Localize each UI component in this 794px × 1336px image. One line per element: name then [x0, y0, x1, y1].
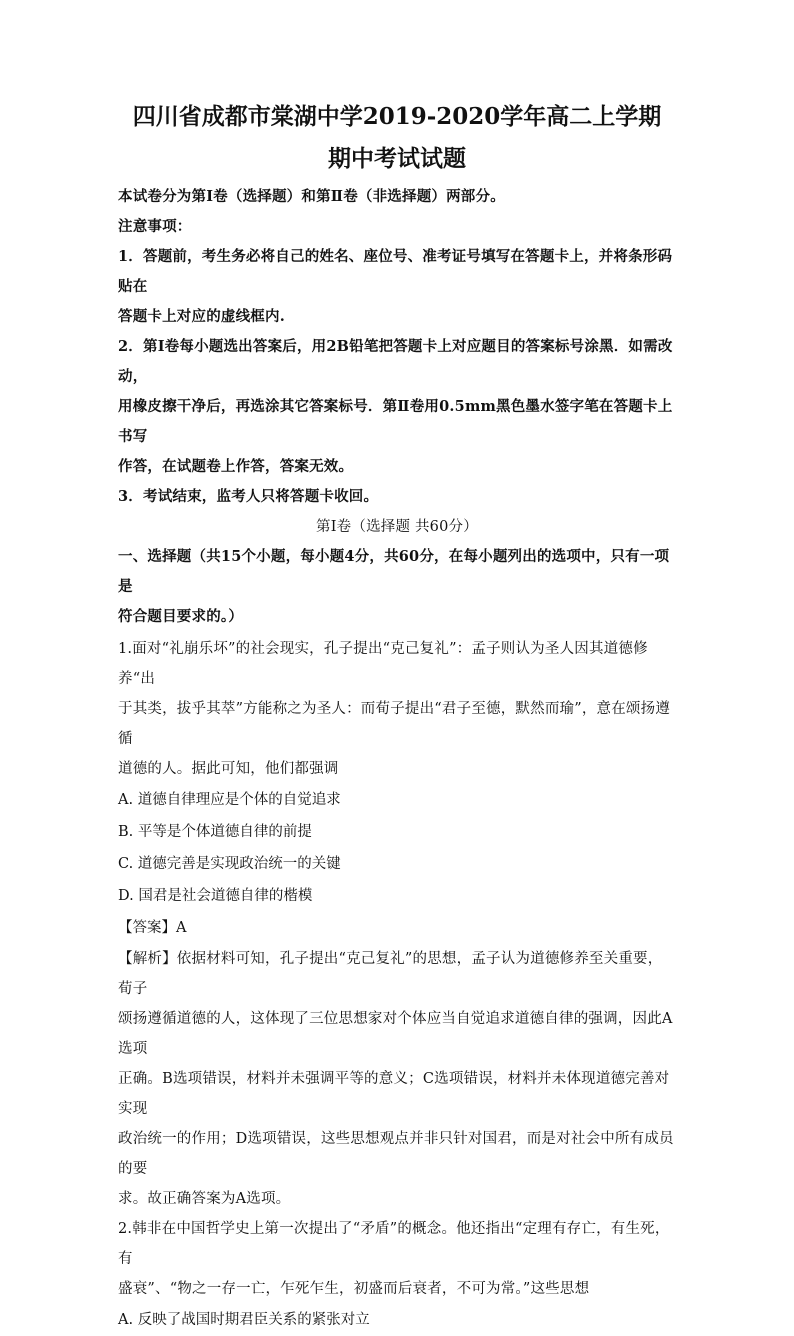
q1-analysis-line2: 颂扬遵循道德的人，这体现了三位思想家对个体应当自觉追求道德自律的强调，因此A选项 [118, 1011, 673, 1057]
q1-option-c: C. 道德完善是实现政治统一的关键 [118, 856, 341, 872]
q2-stem-line1: 2.韩非在中国哲学史上第一次提出了“矛盾”的概念。他还指出“定理有存亡，有生死，有 [118, 1221, 670, 1267]
note-2-line3: 作答，在试题卷上作答，答案无效。 [118, 458, 354, 475]
q1-stem-line2: 于其类，拔乎其萃”方能称之为圣人：而荀子提出“君子至德，默然而瑜”，意在颂扬遵循 [118, 701, 671, 747]
intro-text: 本试卷分为第Ⅰ卷（选择题）和第Ⅱ卷（非选择题）两部分。 [118, 188, 505, 205]
document-title-line2: 期中考试试题 [328, 145, 466, 172]
section-title: 第Ⅰ卷（选择题 共60分） [316, 519, 478, 535]
q1-option-d: D. 国君是社会道德自律的楷模 [118, 888, 313, 904]
note-1-line2: 答题卡上对应的虚线框内. [118, 308, 285, 325]
q2-option-a: A. 反映了战国时期君臣关系的紧张对立 [118, 1312, 370, 1328]
note-2-line1: 2．第Ⅰ卷每小题选出答案后，用2B铅笔把答题卡上对应题目的答案标号涂黑．如需改动， [118, 338, 673, 385]
q1-analysis-line1: 【解析】依据材料可知，孔子提出“克己复礼”的思想，孟子认为道德修养至关重要，荀子 [118, 951, 663, 997]
q1-option-a: A. 道德自律理应是个体的自觉追求 [118, 792, 341, 808]
q1-stem-line1: 1.面对“礼崩乐坏”的社会现实，孔子提出“克己复礼”：孟子则认为圣人因其道德修养“出 [118, 641, 648, 687]
section-heading-line2: 符合题目要求的。） [118, 608, 244, 625]
section-heading-line1: 一、选择题（共15个小题，每小题4分，共60分，在每小题列出的选项中，只有一项是 [118, 548, 670, 595]
q1-analysis-line4: 政治统一的作用；D选项错误，这些思想观点并非只针对国君，而是对社会中所有成员的要 [118, 1131, 674, 1177]
note-1-line1: 1．答题前，考生务必将自己的姓名、座位号、准考证号填写在答题卡上，并将条形码贴在 [118, 248, 673, 295]
q2-stem-line2: 盛衰”、“物之一存一亡，乍死乍生，初盛而后衰者，不可为常。”这些思想 [118, 1281, 590, 1297]
q1-answer: 【答案】A [118, 920, 187, 936]
note-3: 3．考试结束，监考人只将答题卡收回。 [118, 488, 379, 505]
q1-stem-line3: 道德的人。据此可知，他们都强调 [118, 761, 339, 777]
notes-label: 注意事项： [118, 218, 192, 235]
q1-option-b: B. 平等是个体道德自律的前提 [118, 824, 312, 840]
q1-analysis-line3: 正确。B选项错误，材料并未强调平等的意义；C选项错误，材料并未体现道德完善对实现 [118, 1071, 670, 1117]
note-2-line2: 用橡皮擦干净后，再选涂其它答案标号．第Ⅱ卷用0.5mm黑色墨水签字笔在答题卡上书写 [118, 398, 673, 445]
q1-analysis-line5: 求。故正确答案为A选项。 [118, 1191, 291, 1207]
document-title-line1: 四川省成都市棠湖中学2019-2020学年高二上学期 [132, 103, 662, 130]
